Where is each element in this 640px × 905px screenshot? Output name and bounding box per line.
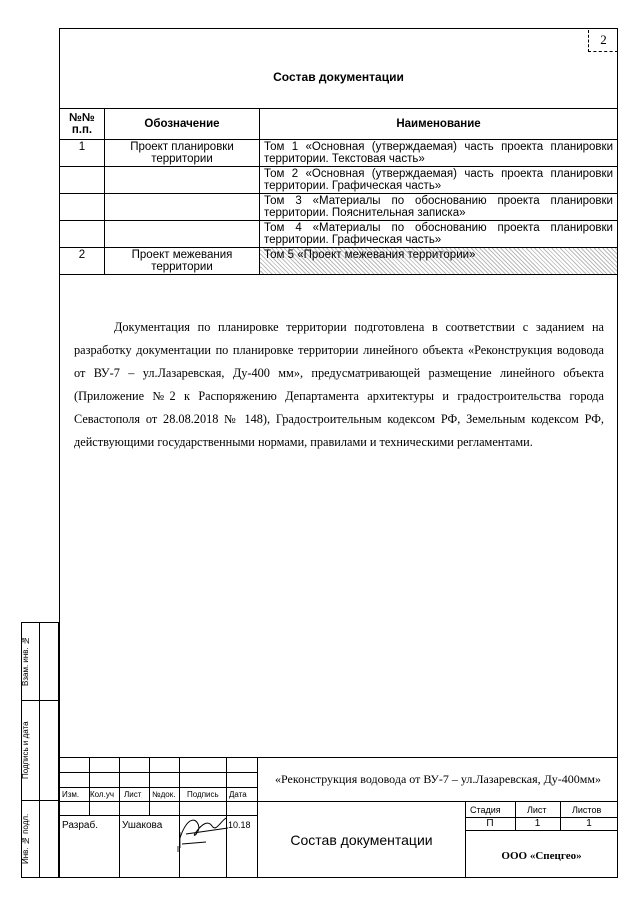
table-header-row — [60, 109, 618, 140]
signature-date-label: Подпись и дата — [21, 721, 30, 779]
stamp-sheets-header: Листов — [572, 805, 602, 815]
stamp-person: Ушакова — [122, 820, 163, 831]
header-designation: Обозначение — [105, 109, 260, 140]
row-designation — [105, 167, 260, 194]
page-number: 2 — [588, 30, 618, 52]
row-number — [60, 194, 105, 221]
stamp-date: 10.18 — [228, 820, 251, 830]
row-designation: Проект межевания территории — [105, 248, 260, 275]
row-designation — [105, 221, 260, 248]
row-number — [60, 221, 105, 248]
header-name: Наименование — [260, 109, 618, 140]
composition-table — [59, 108, 618, 275]
stamp-sheet-header: Лист — [527, 805, 547, 815]
signature-icon — [176, 808, 236, 852]
stamp-sheets: 1 — [586, 818, 592, 829]
row-number — [60, 167, 105, 194]
stamp-header-signature: Подпись — [187, 790, 219, 799]
side-strip-divider — [39, 622, 40, 878]
stamp-header-ndok: №док. — [152, 790, 176, 799]
row-number: 1 — [60, 140, 105, 167]
stamp-header-list: Лист — [124, 790, 142, 799]
stamp-header-date: Дата — [229, 790, 247, 799]
stamp-header-izm: Изм. — [62, 790, 80, 799]
row-name: Том 2 «Основная (утверждаемая) часть проекта планировки территории. Графическая часть» — [260, 167, 618, 194]
row-name: Том 1 «Основная (утверждаемая) часть проекта планировки территории. Текстовая часть» — [260, 140, 618, 167]
table-row — [60, 248, 618, 275]
inventory-label: Инв. № подл. — [21, 813, 30, 865]
body-paragraph: Документация по планировке территории подготовлена в соответствии с заданием на разработку документации по планировке территории линейного объекта «Реконструкция водовода от ВУ-7 – ул.Лазаревская, Ду-400 мм», предусматривающей размещение линейного объекта (Приложение №2 к Распоряжению Департамента архитектуры и градостроительства города Севастополя от 28.08.2018 № 148), Градостроительным кодексом РФ, Земельным кодексом РФ, действующими государственными нормами, правилами и техническими регламентами. — [74, 320, 604, 449]
stamp-doc-title: Состав документации — [290, 832, 433, 848]
vzam-label: Взам. инв. № — [21, 636, 30, 686]
stamp-sheet: 1 — [534, 818, 541, 829]
stamp-project-title: «Реконструкция водовода от ВУ-7 – ул.Лазаревская, Ду-400мм» — [275, 772, 601, 786]
stamp-stage: П — [486, 818, 494, 829]
row-name: Том 5 «Проект межевания территории» — [260, 248, 618, 275]
stamp-line — [59, 801, 618, 802]
stamp-company: ООО «Спецгео» — [501, 850, 582, 862]
header-number: №№ п.п. — [60, 109, 105, 140]
table-row — [60, 221, 618, 248]
stamp-role: Разраб. — [62, 820, 99, 831]
row-designation — [105, 194, 260, 221]
stamp-stage-header: Стадия — [470, 805, 501, 815]
side-divider — [21, 700, 59, 701]
stamp-header-koluch: Кол.уч — [90, 790, 114, 799]
page-title: Состав документации — [273, 70, 404, 84]
table-row — [60, 140, 618, 167]
row-name: Том 4 «Материалы по обоснованию проекта планировки территории. Графическая часть» — [260, 221, 618, 248]
stamp-top-line — [59, 757, 618, 758]
stamp-col-line — [465, 801, 466, 878]
side-divider — [21, 800, 59, 801]
row-name: Том 3 «Материалы по обоснованию проекта планировки территории. Пояснительная записка» — [260, 194, 618, 221]
stamp-col-line — [149, 757, 150, 815]
row-number: 2 — [60, 248, 105, 275]
table-row — [60, 167, 618, 194]
stamp-col-line — [89, 757, 90, 815]
table-row — [60, 194, 618, 221]
stamp-col-line — [119, 757, 120, 878]
row-designation: Проект планировки территории — [105, 140, 260, 167]
stamp-line — [465, 830, 618, 831]
